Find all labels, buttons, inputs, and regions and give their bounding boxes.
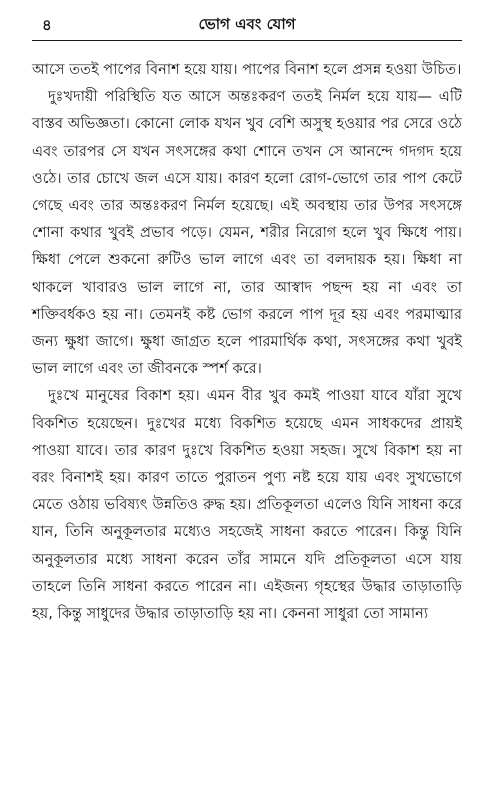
page-header: [32, 0, 462, 44]
body-text: [32, 56, 462, 627]
paragraph-2: দুঃখদায়ী পরিস্থিতি যত আসে অন্তঃকরণ ততই নির্মল হয়ে যায়— এটি বাস্তব অভিজ্ঞতা। কোনো লোক যখন খুব বেশি অসুস্থ হওয়ার পর সেরে ওঠে এবং তারপর সে যখন সৎসঙ্গের কথা শোনে তখন সে আনন্দে গদগদ হয়ে ওঠে। তার চোখে জল এসে যায়। কারণ হলো রোগ-ভোগে তার পাপ কেটে গেছে এবং তার অন্তঃকরণ নির্মল হয়েছে। এই অবস্থায় তার উপর সৎসঙ্গে শোনা কথার খুবই প্রভাব পড়ে। যেমন, শরীর নিরোগ হলে খুব ক্ষিধে পায়। ক্ষিধা পেলে শুকনো রুটিও ভাল লাগে এবং তা বলদায়ক হয়। ক্ষিধা না থাকলে খাবারও ভাল লাগে না, তার আস্বাদ পছন্দ হয় না এবং তা শক্তিবর্ধকও হয় না। তেমনই কষ্ট ভোগ করলে পাপ দূর হয় এবং পরমাত্মার জন্য ক্ষুধা জাগে। ক্ষুধা জাগ্রত হলে পারমার্থিক কথা, সৎসঙ্গের কথা খুবই ভাল লাগে এবং তা জীবনকে স্পর্শ করে।: [32, 88, 462, 378]
running-title: ভোগ এবং যোগ: [198, 15, 296, 33]
paragraph-3: দুঃখে মানুষের বিকাশ হয়। এমন বীর খুব কমই পাওয়া যাবে যাঁরা সুখে বিকশিত হয়েছেন। দুঃখের মধ্যে বিকশিত হয়েছে এমন সাধকদের প্রায়ই পাওয়া যাবে। তার কারণ দুঃখে বিকশিত হওয়া সহজ। সুখে বিকাশ হয় না বরং বিনাশই হয়। কারণ তাতে পুরাতন পুণ্য নষ্ট হয়ে যায় এবং সুখভোগে মেতে ওঠায় ভবিষ্যৎ উন্নতিও রুদ্ধ হয়। প্রতিকূলতা এলেও যিনি সাধনা করে যান, তিনি অনুকূলতার মধ্যেও সহজেই সাধনা করতে পারেন। কিন্তু যিনি অনুকূলতার মধ্যে সাধনা করেন তাঁর সামনে যদি প্রতিকূলতা এসে যায় তাহলে তিনি সাধনা করতে পারেন না। এইজন্য গৃহস্থের উদ্ধার তাড়াতাড়ি হয়, কিন্তু সাধুদের উদ্ধার তাড়াতাড়ি হয় না। কেননা সাধুরা তো সামান্য: [32, 387, 462, 623]
page-number: ৪: [42, 16, 52, 34]
header-rule: [32, 40, 462, 41]
paragraph-1: আসে ততই পাপের বিনাশ হয়ে যায়। পাপের বিনাশ হলে প্রসন্ন হওয়া উচিত।: [32, 61, 462, 78]
